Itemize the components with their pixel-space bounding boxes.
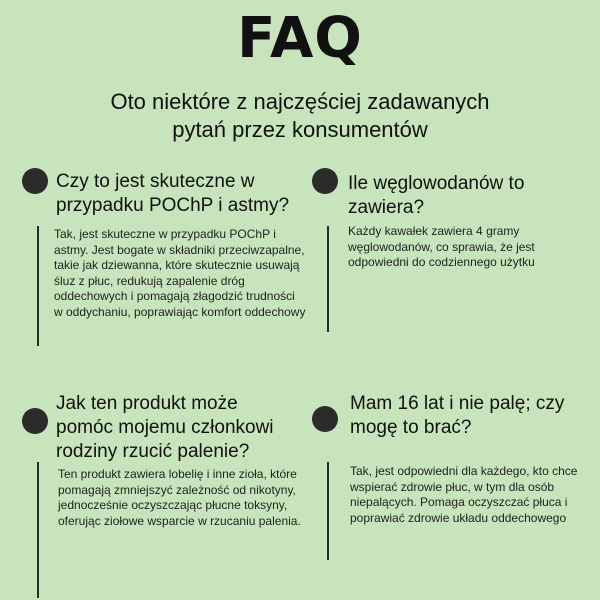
faq-question-line: Jak ten produkt może: [56, 393, 238, 414]
bullet-dot-icon: [22, 168, 48, 194]
faq-question-line: zawiera?: [348, 197, 425, 218]
bullet-dot-icon: [22, 408, 48, 434]
faq-answer-line: takie jak dziewanna, które skutecznie usuwają: [54, 258, 300, 272]
faq-question: [56, 170, 296, 218]
faq-answer-line: wspierać zdrowie płuc, w tym dla osób: [350, 479, 555, 494]
faq-answer-line: astmy. Jest bogate w składniki przeciwzapalne,: [54, 242, 305, 257]
faq-answer-line: Każdy kawałek zawiera 4 gramy: [348, 224, 520, 238]
faq-question-line: rodziny rzucić palenie?: [56, 441, 250, 462]
faq-divider-line: [37, 226, 39, 346]
faq-answer-line: niepalących. Pomaga oczyszczać płuca i: [350, 495, 568, 509]
faq-answer-line: Ten produkt zawiera lobelię i inne zioła, które: [58, 467, 297, 481]
faq-question: [348, 172, 578, 220]
bullet-dot-icon: [312, 406, 338, 432]
faq-answer-line: pomagają zmniejszyć zależność od nikotyny,: [58, 482, 296, 497]
faq-answer-line: Tak, jest skuteczne w przypadku POChP i: [54, 227, 276, 241]
faq-question-line: Mam 16 lat i nie palę; czy: [350, 393, 565, 414]
faq-answer-line: poprawiać zdrowie układu oddechowego: [350, 510, 567, 525]
faq-answer-line: śluz z płuc, redukują zapalenie dróg: [54, 273, 245, 288]
faq-question-line: pomóc mojemu członkowi: [56, 417, 274, 438]
subtitle-line: Oto niektóre z najczęściej zadawanych: [110, 89, 490, 114]
page-subtitle: [60, 88, 540, 144]
page-title: FAQ: [237, 6, 363, 71]
faq-question-line: Ile węglowodanów to: [348, 173, 525, 194]
faq-answer: [350, 464, 590, 526]
faq-divider-line: [37, 462, 39, 598]
faq-question-line: Czy to jest skuteczne w: [56, 171, 255, 192]
subtitle-line: pytań przez konsumentów: [172, 117, 428, 142]
faq-answer-line: oferując ziołowe wsparcie w rzucaniu palenia.: [58, 513, 301, 528]
faq-answer: [348, 224, 578, 271]
faq-question: [56, 392, 296, 464]
faq-divider-line: [327, 462, 329, 560]
faq-question-line: mogę to brać?: [350, 417, 472, 438]
faq-answer-line: odpowiedni do codziennego użytku: [348, 255, 535, 269]
faq-question: [350, 392, 590, 440]
faq-divider-line: [327, 226, 329, 332]
faq-answer-line: węglowodanów, co sprawia, że jest: [348, 239, 535, 254]
faq-answer-line: jednocześnie oczyszczając płucne toksyny,: [58, 498, 288, 512]
faq-answer-line: oddechowych i pomagają złagodzić trudności: [54, 289, 295, 303]
faq-question-line: przypadku POChP i astmy?: [56, 195, 290, 216]
faq-answer-line: Tak, jest odpowiedni dla każdego, kto chce: [350, 464, 578, 478]
faq-answer: [54, 227, 324, 320]
bullet-dot-icon: [312, 168, 338, 194]
faq-answer: [58, 467, 328, 529]
faq-answer-line: w oddychaniu, poprawiając komfort oddechowy: [54, 304, 306, 319]
